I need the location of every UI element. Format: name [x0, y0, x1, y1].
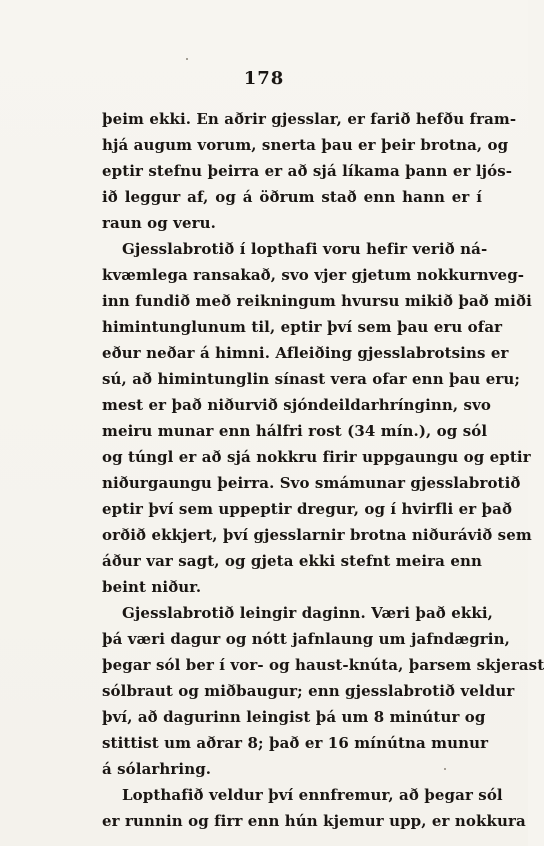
text-line: meiru munar enn hálfri rost (34 mín.), og sól: [102, 422, 488, 440]
text-line: Gjesslabrotið í lopthafi voru hefir verið ná-: [122, 240, 488, 258]
text-line: eptir stefnu þeirra er að sjá líkama þann er ljós-: [102, 162, 513, 180]
paragraph: [102, 782, 526, 834]
text-line: stittist um aðrar 8; það er 16 mínútna munur: [102, 734, 489, 752]
text-line: eptir því sem uppeptir dregur, og í hvirfli er það: [102, 500, 513, 518]
paragraph: [102, 236, 532, 600]
text-line: niðurgaungu þeirra. Svo smámunar gjesslabrotið: [102, 474, 521, 492]
text-line: hjá augum vorum, snerta þau er þeir brotna, og: [102, 136, 509, 154]
page-number: 178: [243, 68, 285, 89]
text-line: því, að dagurinn leingist þá um 8 minútur og: [102, 708, 486, 726]
text-line: þeim ekki. En aðrir gjesslar, er farið hefðu fram-: [102, 110, 517, 128]
text-line: Lopthafið veldur því ennfremur, að þegar sól: [122, 786, 503, 804]
text-line: beint niður.: [102, 578, 202, 596]
text-line: áður var sagt, og gjeta ekki stefnt meira enn: [102, 552, 482, 570]
text-line: inn fundið með reikningum hvursu mikið það miði: [102, 292, 532, 310]
text-line: Gjesslabrotið leingir daginn. Væri það ekki,: [122, 604, 493, 622]
text-line: raun og veru.: [102, 214, 216, 232]
text-line: sú, að himintunglin sínast vera ofar enn þau eru;: [102, 370, 521, 388]
body-text: [102, 106, 544, 834]
text-line: á sólarhring.: [102, 760, 212, 778]
text-line: þá væri dagur og nótt jafnlaung um jafndægrin,: [102, 630, 510, 648]
paper-speck: [186, 58, 188, 60]
text-line: himintunglunum til, eptir því sem þau eru ofar: [102, 318, 503, 336]
text-line: orðið ekkjert, því gjesslarnir brotna niðurávið sem: [102, 526, 532, 544]
text-line: og túngl er að sjá nokkru firir uppgaungu og eptir: [102, 448, 531, 466]
text-line: eður neðar á himni. Afleiðing gjesslabrotsins er: [102, 344, 509, 362]
text-line: ið leggur af, og á öðrum stað enn hann er í: [102, 188, 482, 206]
paragraph: [102, 106, 517, 236]
text-line: er runnin og firr enn hún kjemur upp, er nokkura: [102, 812, 526, 830]
paragraph: [102, 600, 544, 782]
text-line: mest er það niðurvið sjóndeildarhrínginn, svo: [102, 396, 492, 414]
text-line: þegar sól ber í vor- og haust-knúta, þarsem skjerast: [102, 656, 544, 674]
text-line: kvæmlega ransakað, svo vjer gjetum nokkurnveg-: [102, 266, 525, 284]
text-line: sólbraut og miðbaugur; enn gjesslabrotið veldur: [102, 682, 515, 700]
paper-speck: [444, 768, 446, 770]
